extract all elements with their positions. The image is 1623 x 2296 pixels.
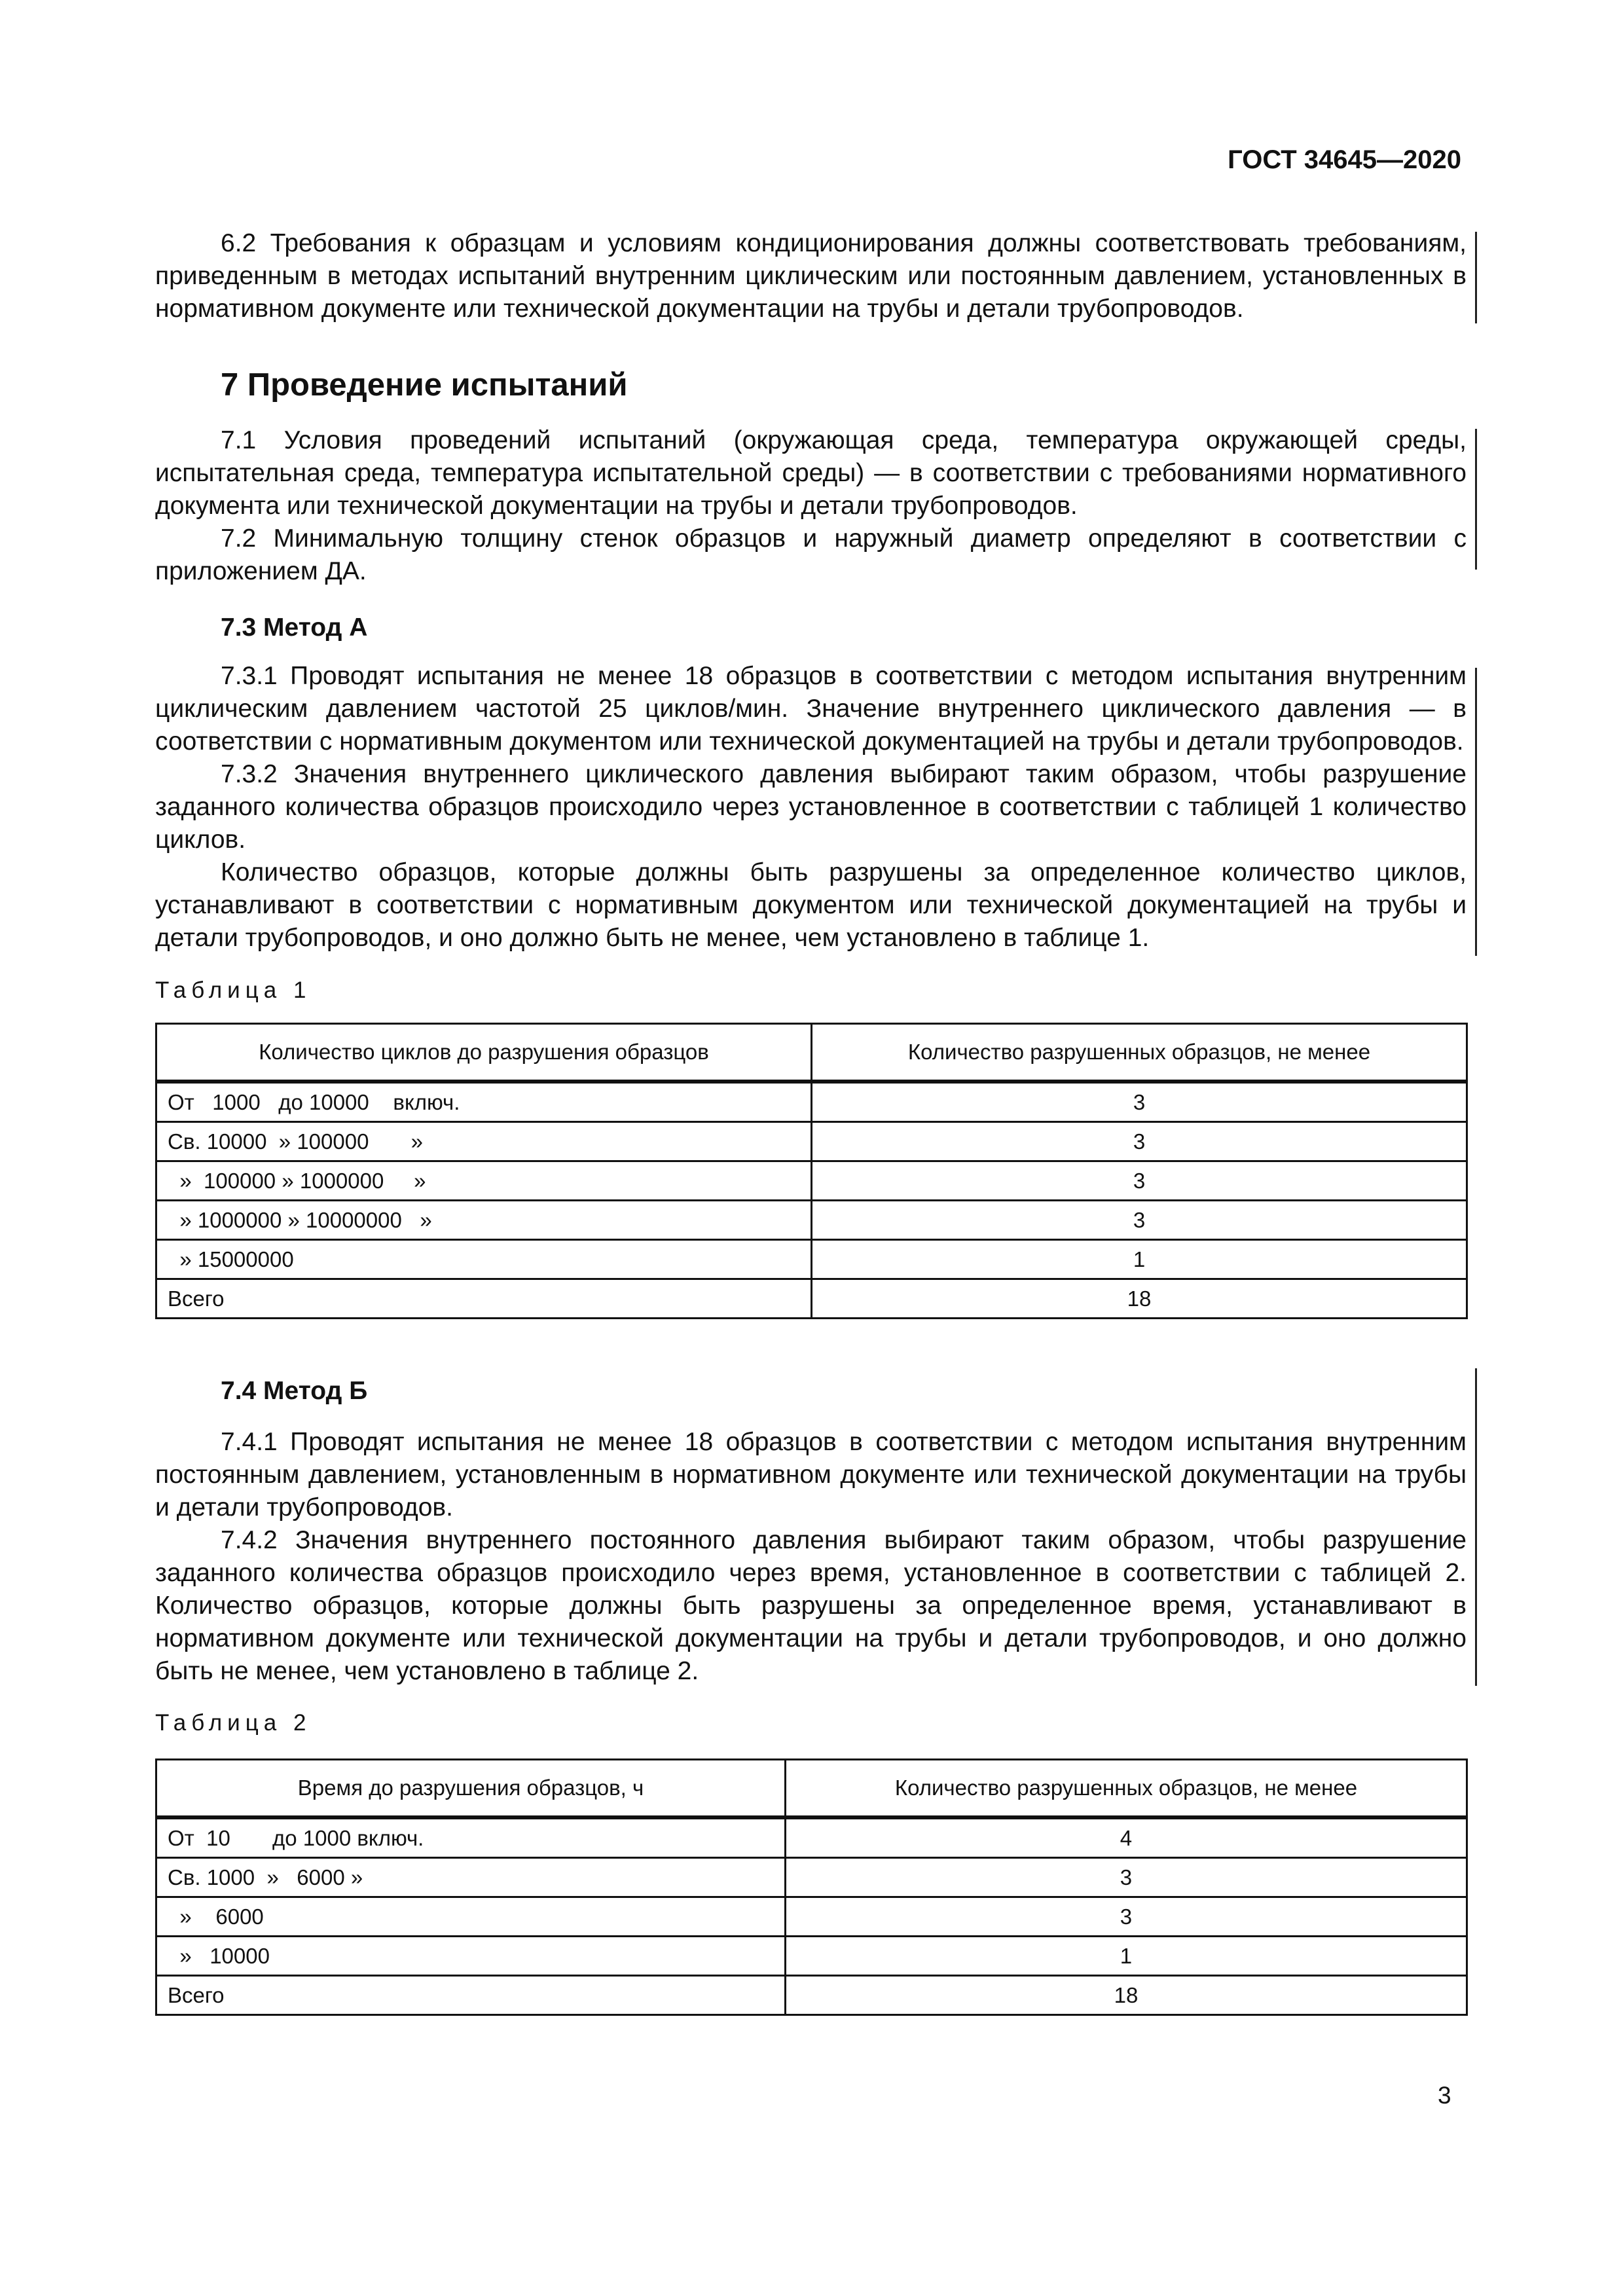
change-bar (1475, 232, 1477, 323)
table-cell: Св. 10000 » 100000 » (156, 1122, 812, 1161)
table-row (156, 1937, 1467, 1976)
paragraph-7-1: 7.1 Условия проведений испытаний (окружающая среда, температура окружающей среды, испытательная среда, температура испытательной среды) — в соответствии с требованиями нормативного документа или технической документации на трубы и детали трубопроводов. (155, 426, 1467, 520)
page-number: 3 (1438, 2082, 1451, 2109)
paragraph-6-2: 6.2 Требования к образцам и условиям кондиционирования должны соответствовать требованиям, приведенным в методах испытаний внутренним циклическим или постоянным давлением, установленных в нормативном документе или технической документации на трубы и детали трубопроводов. (155, 229, 1467, 323)
table-cell: 18 (785, 1976, 1467, 2015)
table-cell: От 1000 до 10000 включ. (156, 1082, 812, 1122)
standard-header: ГОСТ 34645—2020 (1228, 145, 1461, 174)
paragraph-7-3-1: 7.3.1 Проводят испытания не менее 18 образцов в соответствии с методом испытания внутренним циклическим давлением частотой 25 циклов/мин. Значение внутреннего циклического давления — в соответствии с нормативным документом или технической документацией на трубы и детали трубопроводов. (155, 662, 1467, 756)
method-a-title: 7.3 Метод А (221, 613, 368, 642)
paragraph-7-4-2: 7.4.2 Значения внутреннего постоянного давления выбирают таким образом, чтобы разрушение заданного количества образцов происходило через время, установленное в соответствии с таблицей 2. Количество образцов, которые должны быть разрушены за определенное время, устанавливают в нормативном документе или технической документации на трубы и детали трубопроводов, и оно должно быть не менее, чем установлено в таблице 2. (155, 1526, 1467, 1685)
table-row (156, 1122, 1467, 1161)
section-7-title: 7 Проведение испытаний (221, 367, 628, 403)
table-cell: » 10000 (156, 1937, 786, 1976)
paragraph-7-4-1: 7.4.1 Проводят испытания не менее 18 образцов в соответствии с методом испытания внутренним постоянным давлением, установленным в нормативном документе или технической документации на трубы и детали трубопроводов. (155, 1428, 1467, 1522)
table-row (156, 1240, 1467, 1279)
table-cell: 3 (812, 1122, 1467, 1161)
table-cell: 3 (785, 1897, 1467, 1937)
table-2 (155, 1758, 1468, 2016)
table-cell: 1 (785, 1937, 1467, 1976)
change-bar (1475, 668, 1477, 956)
table-cell: » 6000 (156, 1897, 786, 1937)
table-row (156, 1161, 1467, 1201)
paragraph-7-3-3: Количество образцов, которые должны быть разрушены за определенное количество циклов, устанавливают в соответствии с нормативным документом или технической документацией на трубы и детали трубопроводов, и оно должно быть не менее, чем установлено в таблице 1. (155, 858, 1467, 952)
change-bar (1475, 429, 1477, 570)
section-6-block (155, 227, 1467, 325)
table-1-header-count: Количество разрушенных образцов, не менее (812, 1024, 1467, 1082)
table-1 (155, 1023, 1468, 1319)
change-bar (1475, 1368, 1477, 1686)
table-row (156, 1082, 1467, 1122)
table-cell: 3 (785, 1858, 1467, 1897)
table-cell: » 100000 » 1000000 » (156, 1161, 812, 1201)
paragraph-7-2: 7.2 Минимальную толщину стенок образцов и наружный диаметр определяют в соответствии с приложением ДА. (155, 524, 1467, 585)
table-cell: 4 (785, 1817, 1467, 1858)
table-cell: 18 (812, 1279, 1467, 1319)
table-row (156, 1976, 1467, 2015)
table-row (156, 1858, 1467, 1897)
table-1-caption: Таблица 1 (155, 977, 312, 1003)
table-cell: От 10 до 1000 включ. (156, 1817, 786, 1858)
table-cell: 1 (812, 1240, 1467, 1279)
table-row (156, 1897, 1467, 1937)
table-row (156, 1279, 1467, 1319)
section-7-block (155, 424, 1467, 588)
method-a-block (155, 660, 1467, 955)
table-cell: Всего (156, 1279, 812, 1319)
table-1-header-cycles: Количество циклов до разрушения образцов (156, 1024, 812, 1082)
table-cell: 3 (812, 1201, 1467, 1240)
table-row (156, 1817, 1467, 1858)
table-2-header-time: Время до разрушения образцов, ч (156, 1760, 786, 1818)
method-b-block (155, 1426, 1467, 1688)
table-cell: » 15000000 (156, 1240, 812, 1279)
table-cell: » 1000000 » 10000000 » (156, 1201, 812, 1240)
paragraph-7-3-2: 7.3.2 Значения внутреннего циклического давления выбирают таким образом, чтобы разрушение заданного количества образцов происходило через установленное в соответствии с таблицей 1 количество циклов. (155, 760, 1467, 854)
table-2-header-count: Количество разрушенных образцов, не менее (785, 1760, 1467, 1818)
table-cell: 3 (812, 1082, 1467, 1122)
method-b-title: 7.4 Метод Б (221, 1377, 368, 1405)
table-cell: Св. 1000 » 6000 » (156, 1858, 786, 1897)
table-cell: Всего (156, 1976, 786, 2015)
table-cell: 3 (812, 1161, 1467, 1201)
table-row (156, 1201, 1467, 1240)
table-2-caption: Таблица 2 (155, 1710, 312, 1736)
